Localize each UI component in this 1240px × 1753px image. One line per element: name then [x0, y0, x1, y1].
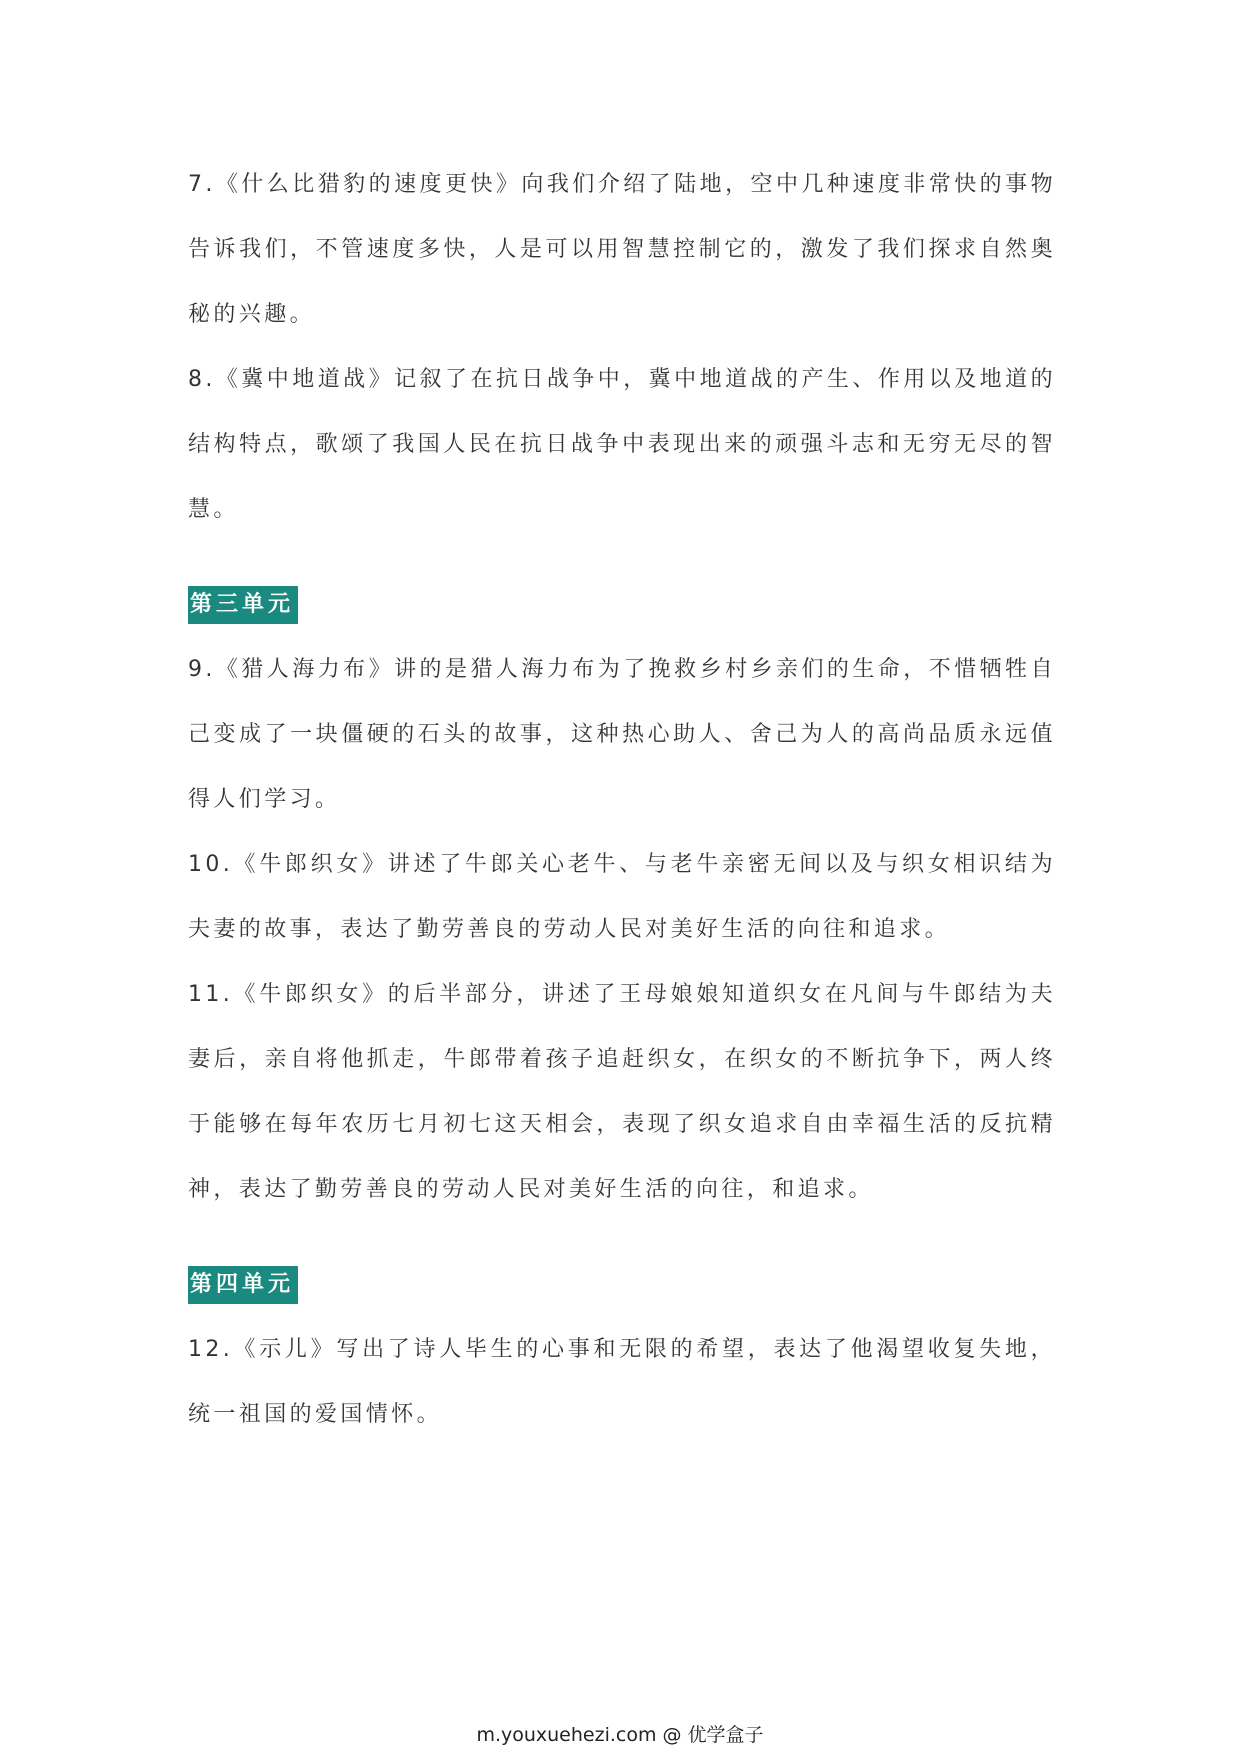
paragraph-10: 10.《牛郎织女》讲述了牛郎关心老牛、与老牛亲密无间以及与织女相识结为夫妻的故事，表达了勤劳善良的劳动人民对美好生活的向往和追求。 [188, 852, 1056, 942]
paragraph-7: 7.《什么比猎豹的速度更快》向我们介绍了陆地，空中几种速度非常快的事物告诉我们，不管速度多快，人是可以用智慧控制它的，激发了我们探求自然奥秘的兴趣。 [188, 172, 1056, 327]
document-content [188, 152, 1056, 1447]
paragraph-8: 8.《冀中地道战》记叙了在抗日战争中，冀中地道战的产生、作用以及地道的结构特点，歌颂了我国人民在抗日战争中表现出来的顽强斗志和无穷无尽的智慧。 [188, 367, 1056, 522]
paragraph-9: 9.《猎人海力布》讲的是猎人海力布为了挽救乡村乡亲们的生命，不惜牺牲自己变成了一块僵硬的石头的故事，这种热心助人、舍己为人的高尚品质永远值得人们学习。 [188, 657, 1056, 812]
footer-watermark: m.youxuehezi.com @ 优学盒子 [476, 1724, 764, 1746]
unit3-heading: 第三单元 [188, 586, 298, 624]
section-gap [188, 542, 1056, 572]
unit3-heading-row [188, 572, 1056, 637]
paragraph-12: 12.《示儿》写出了诗人毕生的心事和无限的希望，表达了他渴望收复失地，统一祖国的爱国情怀。 [188, 1337, 1056, 1427]
paragraph-11: 11.《牛郎织女》的后半部分，讲述了王母娘娘知道织女在凡间与牛郎结为夫妻后，亲自将他抓走，牛郎带着孩子追赶织女，在织女的不断抗争下，两人终于能够在每年农历七月初七这天相会，表现了织女追求自由幸福生活的反抗精神，表达了勤劳善良的劳动人民对美好生活的向往，和追求。 [188, 982, 1056, 1202]
unit4-heading-row [188, 1252, 1056, 1317]
section-gap [188, 1222, 1056, 1252]
unit4-heading: 第四单元 [188, 1266, 298, 1304]
